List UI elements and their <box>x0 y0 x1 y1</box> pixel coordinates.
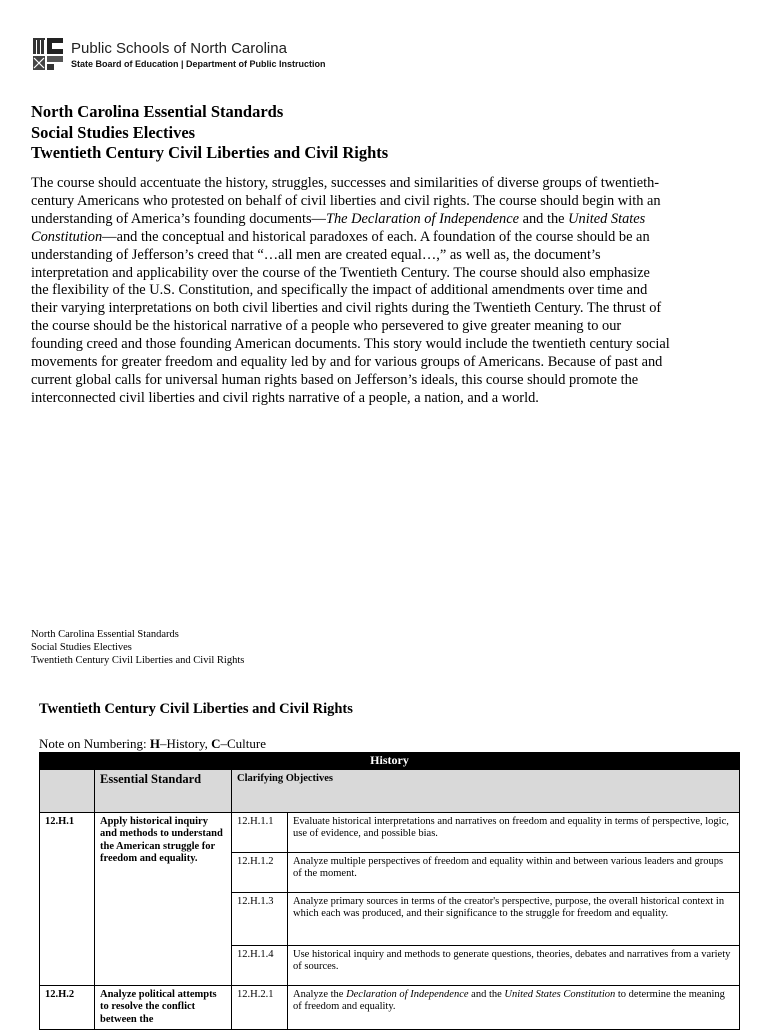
objective-post: to determine the meaning of freedom and equality. <box>293 989 725 1013</box>
running-header-line-3: Twentieth Century Civil Liberties and Civil Rights <box>31 655 245 667</box>
standard-code: 12.H.2 <box>40 986 95 1030</box>
table-row <box>40 813 740 853</box>
course-description <box>31 175 671 408</box>
table-row <box>40 986 740 1030</box>
numbering-note <box>39 736 266 752</box>
dpi-logo-icon <box>33 38 67 72</box>
objective-text: Analyze primary sources in terms of the creator's perspective, purpose, the overall historical context in which each was produced, and their significance to the struggle for freedom and equality. <box>288 893 740 946</box>
intro-text-3: —and the conceptual and historical paradoxes of each. A foundation of the course should be an understanding of Jefferson’s creed that “…all men are created equal…,” as well as, the document’s interpretation and applicability over the course of the Twentieth Century. The course should also emphasize the flexibility of the U.S. Constitution, and specifically the impact of additional amendments over time and their varying interpretations on both civil liberties and civil rights during the Twentieth Century. The thrust of the course should be the historical narrative of a people who persevered to give greater meaning to our founding creed and those founding American documents. This story would include the twentieth century social movements for greater freedom and equality led by and for various groups of Americans. Because of past and current global calls for universal human rights based on Jefferson’s ideals, this course should promote the interconnected civil liberties and civil rights narrative of a people, a nation, and a world. <box>31 228 670 406</box>
logo <box>33 38 329 72</box>
objective-code: 12.H.1.3 <box>232 893 288 946</box>
table-title: Twentieth Century Civil Liberties and Civil Rights <box>39 701 353 717</box>
objective-code: 12.H.1.4 <box>232 946 288 986</box>
standard-text: Analyze political attempts to resolve the conflict between the <box>95 986 232 1030</box>
objective-mid: and the <box>468 989 505 1000</box>
intro-text-2: and the <box>518 210 569 227</box>
objective-code: 12.H.2.1 <box>232 986 288 1030</box>
objective-text: Evaluate historical interpretations and narratives on freedom and equality in terms of perspective, logic, use of evidence, and possible bias. <box>288 813 740 853</box>
standard-text: Apply historical inquiry and methods to understand the American struggle for freedom and equality. <box>95 813 232 986</box>
heading-standards: North Carolina Essential Standards <box>31 102 284 121</box>
running-header-line-2: Social Studies Electives <box>31 642 132 654</box>
header-blank <box>40 770 95 813</box>
note-c: C <box>211 736 221 751</box>
objective-pre: Analyze the <box>293 989 347 1000</box>
note-h: H <box>149 736 160 751</box>
objective-doc-declaration: Declaration of Independence <box>346 989 469 1000</box>
heading-course: Twentieth Century Civil Liberties and Civil Rights <box>31 143 389 162</box>
header-essential-standard: Essential Standard <box>95 770 232 813</box>
objective-code: 12.H.1.1 <box>232 813 288 853</box>
header-clarifying-objectives: Clarifying Objectives <box>232 770 740 813</box>
objective-text <box>288 986 740 1030</box>
note-prefix: Note on Numbering: <box>39 736 150 751</box>
objective-code: 12.H.1.2 <box>232 853 288 893</box>
intro-doc-constitution: United States Constitution <box>31 210 646 245</box>
note-c-rest: –Culture <box>220 736 267 751</box>
intro-text-1: The course should accentuate the history, struggles, successes and similarities of diverse groups of twentieth-century Americans who protested on behalf of civil liberties and civil rights. The course should begin with an understanding of America’s founding documents— <box>31 175 661 227</box>
table-header-row <box>40 770 740 813</box>
page-running-header <box>31 628 244 668</box>
objective-doc-constitution: United States Constitution <box>504 989 616 1000</box>
objective-text: Use historical inquiry and methods to generate questions, theories, debates and narratives from a variety of sources. <box>288 946 740 986</box>
logo-subtitle: State Board of Education | Department of Public Instruction <box>71 59 326 69</box>
heading-electives: Social Studies Electives <box>31 122 196 142</box>
document-headings <box>31 102 388 164</box>
intro-doc-declaration: The Declaration of Independence <box>325 210 519 227</box>
logo-title: Public Schools of North Carolina <box>71 40 287 57</box>
objective-text: Analyze multiple perspectives of freedom and equality within and between various leaders and groups of the moment. <box>288 853 740 893</box>
note-h-rest: –History, <box>159 736 212 751</box>
running-header-line-1: North Carolina Essential Standards <box>31 629 179 640</box>
history-band: History <box>40 753 740 770</box>
standard-code: 12.H.1 <box>40 813 95 986</box>
standards-table <box>39 752 740 1030</box>
